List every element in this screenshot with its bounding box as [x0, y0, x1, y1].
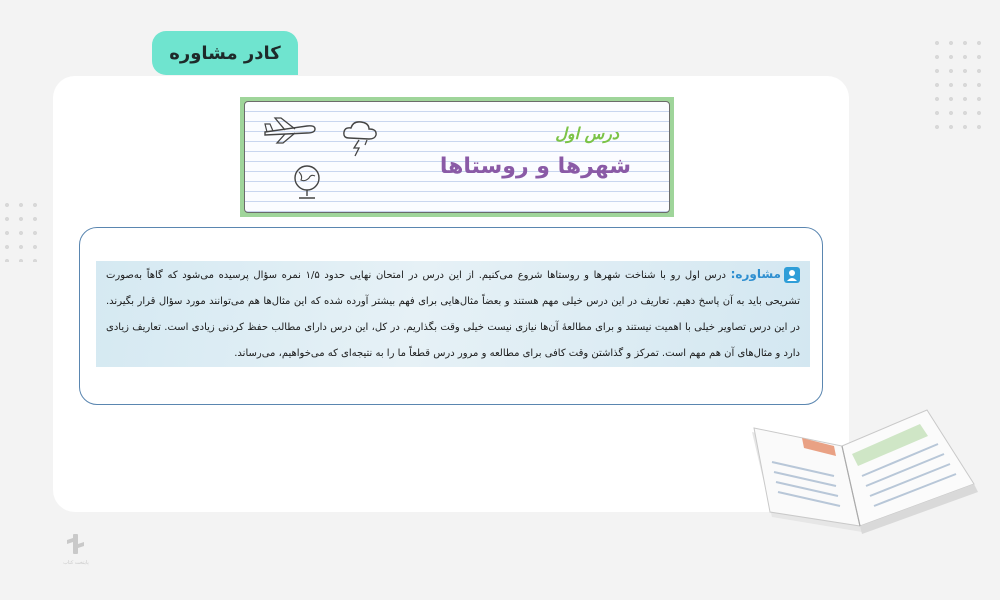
brand-logo-text: پایتخت کتاب — [63, 560, 89, 566]
storm-cloud-icon — [341, 118, 381, 158]
advice-body — [96, 261, 810, 367]
advice-box — [79, 227, 823, 405]
lesson-title: شهرها و روستاها — [439, 154, 631, 179]
advice-text: درس اول رو با شناخت شهرها و روستاها شروع می‌کنیم. از این درس در امتحان نهایی حدود ۱/۵ نمره سؤال پرسیده می‌شود که گاهاً به‌صورت تشریحی باید به آن پاسخ دهیم. تعاریف در این درس خیلی مهم هستند و بعضاً مثال‌هایی برای فهم بیشتر آورده شده که این مثال‌ها هم می‌توانند مورد سؤال قرار بگیرند. در این درس تصاویر خیلی با اهمیت نیستند و برای مطالعهٔ آن‌ها نیازی نیست خیلی وقت بگذاریم. در کل، این درس دارای مطالب حفظ کردنی زیادی است. تعاریف زیادی دارد و مثال‌های آن هم مهم است. تمرکز و گذاشتن وقت کافی برای مطالعه و مرور درس قطعاً ما را به نتیجه‌ای که می‌خواهیم، می‌رساند. — [106, 270, 800, 359]
advisor-icon — [784, 267, 800, 283]
brand-logo — [56, 532, 96, 566]
dot-grid-left — [0, 198, 46, 262]
globe-icon — [289, 162, 325, 202]
advice-label: مشاوره: — [730, 267, 781, 281]
airplane-icon — [263, 116, 317, 144]
brand-logo-icon — [65, 532, 87, 556]
consultation-tab-label: کادر مشاوره — [169, 42, 281, 64]
lesson-number: درس اول — [555, 124, 619, 143]
notebook-paper — [244, 101, 670, 213]
book-image — [742, 392, 982, 542]
consultation-tab — [152, 31, 298, 75]
lesson-header-image — [240, 97, 674, 217]
dot-grid-top-right — [930, 36, 990, 136]
